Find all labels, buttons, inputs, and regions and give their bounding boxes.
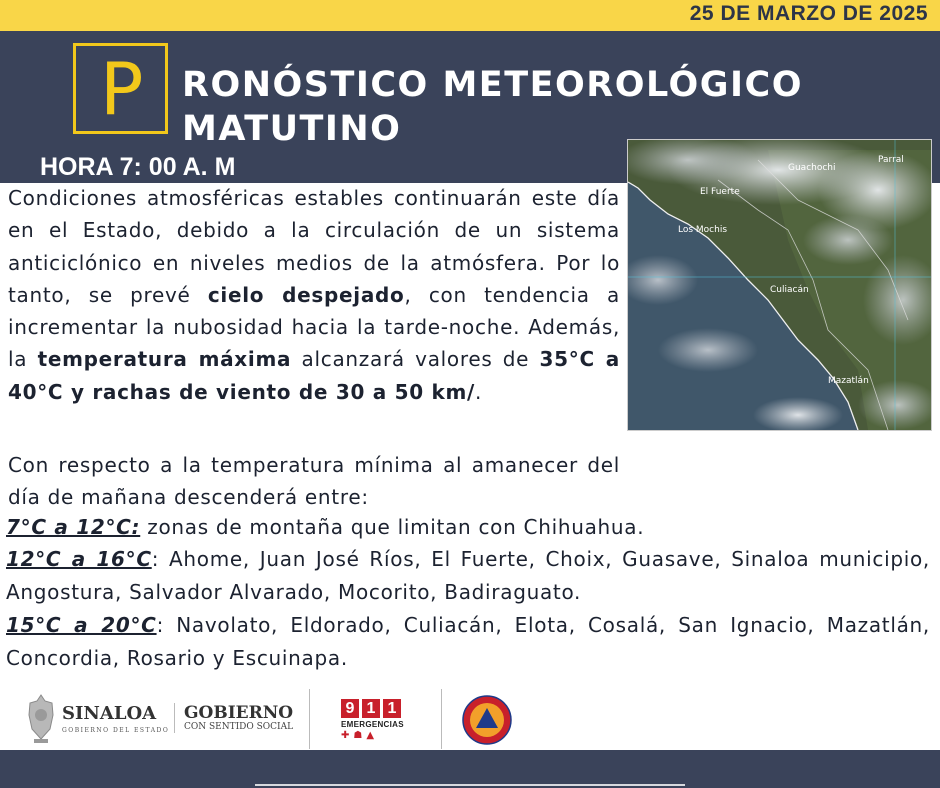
text-run: . [475,379,483,404]
place-label: Culiacán [770,285,809,295]
state-shield-icon [26,693,56,745]
max-temp-values: 35°C a 40°C y rachas de viento de 30 a 50 km/ [8,347,620,404]
e911-digit: 9 [341,699,359,718]
min-temp-intro: Con respecto a la temperatura mínima al amanecer del día de mañana descenderá entre: [8,453,620,510]
place-label: Parral [878,155,904,165]
e911-digits [341,699,403,718]
title-initial: P [100,47,144,131]
title-line-2: MATUTINO [182,109,402,149]
gobierno-logo-text: GOBIERNO [184,703,294,723]
range-zones: : Navolato, Eldorado, Culiacán, Elota, Cosalá, San Ignacio, Mazatlán, Concordia, Rosario y Escuinapa. [6,613,930,670]
e911-digit: 1 [383,699,401,718]
proteccion-civil-icon [462,695,512,745]
top-banner [0,0,940,31]
footer-logos [0,685,940,750]
emergency-icons: ✚☗▲ [341,730,379,741]
divider [309,689,310,749]
title-initial-box [73,43,168,134]
satellite-map-graphic [628,140,931,430]
place-label: El Fuerte [700,187,740,197]
range-zones: zonas de montaña que limitan con Chihuahua. [140,515,645,539]
emergencias-911-logo [341,699,403,741]
temp-range: 15°C a 20°C [6,613,157,637]
forecast-time: HORA 7: 00 A. M [40,153,236,181]
e911-label: EMERGENCIAS [341,720,404,729]
text-run: Condiciones atmosféricas estables continuarán este día en el Estado, debido a la circulación de un sistema anticiclónico en niveles medios de la atmósfera. Por lo tanto, se prevé [8,186,620,307]
divider [441,689,442,749]
bottom-banner [0,750,940,788]
min-temp-range-row [6,543,930,609]
satellite-image [627,139,932,431]
e911-digit: 1 [362,699,380,718]
divider [174,703,175,733]
range-zones: : Ahome, Juan José Ríos, El Fuerte, Choix, Guasave, Sinaloa municipio, Angostura, Salvador Alvarado, Mocorito, Badiraguato. [6,547,930,604]
max-temp-label: temperatura máxima [37,347,292,372]
text-run: alcanzará valores de [291,347,540,372]
gobierno-logo-subtitle: CON SENTIDO SOCIAL [184,722,294,732]
title-line-1: RONÓSTICO METEOROLÓGICO [182,65,803,105]
forecast-paragraph [8,182,620,408]
page-title [182,63,803,151]
min-temp-range-row [6,511,930,544]
temp-range: 12°C a 16°C [6,547,152,571]
place-label: Mazatlán [828,376,869,386]
text-run: , con tendencia a incrementar la nubosidad hacia la tarde-noche. Además, la [8,282,620,372]
temp-range: 7°C a 12°C: [6,515,141,539]
place-label: Los Mochis [678,225,728,235]
date-label: 25 DE MARZO DE 2025 [689,2,928,25]
sinaloa-logo-subtitle: GOBIERNO DEL ESTADO [62,727,170,734]
min-temp-range-row [6,609,930,675]
bottom-rule [255,784,685,786]
sinaloa-logo-text: SINALOA [62,703,157,724]
place-label: Guachochi [788,163,836,173]
sky-condition: cielo despejado [207,282,405,307]
